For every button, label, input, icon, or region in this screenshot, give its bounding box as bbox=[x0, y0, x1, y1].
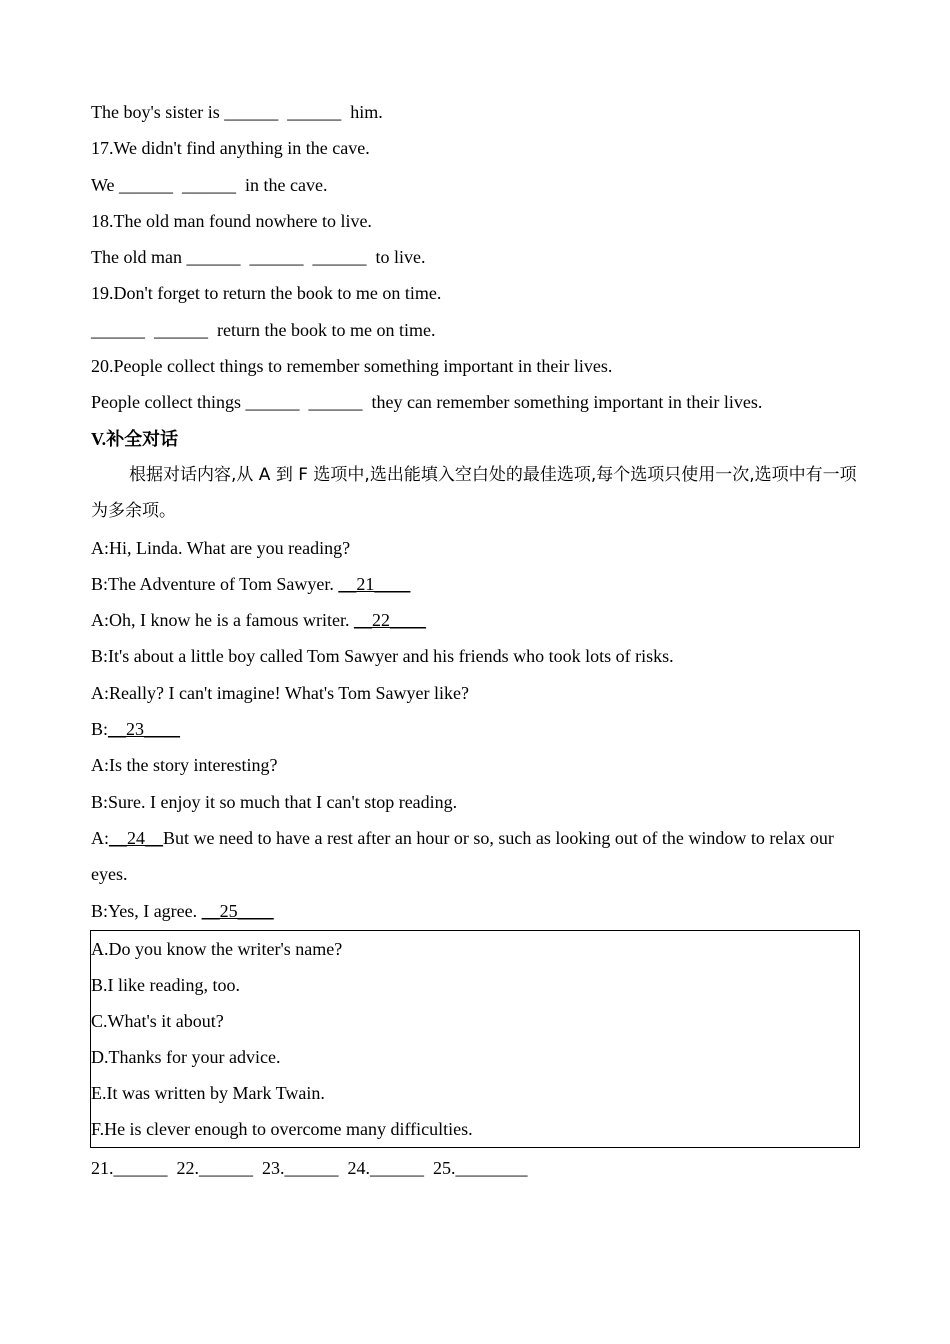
dialogue-text: But we need to have a rest after an hour or so, such as looking out of the window to relax our eyes. bbox=[91, 827, 834, 885]
dialogue-line bbox=[91, 893, 861, 929]
option-item: E.It was written by Mark Twain. bbox=[91, 1082, 325, 1103]
option-item: A.Do you know the writer's name? bbox=[91, 938, 343, 959]
rewrite-line: 19.Don't forget to return the book to me on time. bbox=[91, 283, 442, 304]
rewrite-line: ______ ______ return the book to me on time. bbox=[91, 319, 436, 340]
dialogue-line bbox=[91, 747, 861, 783]
dialogue-line bbox=[91, 784, 861, 820]
option-item: C.What's it about? bbox=[91, 1010, 224, 1031]
dialogue bbox=[91, 530, 861, 929]
section-title: 补全对话 bbox=[106, 428, 179, 449]
answer-blank: __24__ bbox=[109, 827, 163, 848]
answer-blank: __21____ bbox=[338, 573, 411, 594]
option-item: D.Thanks for your advice. bbox=[91, 1046, 281, 1067]
rewrite-line: The boy's sister is ______ ______ him. bbox=[91, 102, 383, 122]
dialogue-text: A:Is the story interesting? bbox=[91, 755, 278, 776]
dialogue-line bbox=[91, 675, 861, 711]
section-roman-numeral: V. bbox=[91, 428, 107, 449]
dialogue-text: B:The Adventure of Tom Sawyer. bbox=[91, 573, 339, 594]
option-item: B.I like reading, too. bbox=[91, 974, 240, 995]
dialogue-line bbox=[91, 566, 861, 602]
answer-line: 21.______ 22.______ 23.______ 24.______ 25.________ bbox=[91, 1157, 528, 1178]
section-instruction: 根据对话内容,从 A 到 F 选项中,选出能填入空白处的最佳选项,每个选项只使用一次,选项中有一项为多余项。 bbox=[91, 464, 857, 522]
answer-blank: __23____ bbox=[108, 719, 181, 740]
dialogue-text: B: bbox=[91, 719, 109, 740]
options-box bbox=[90, 930, 860, 1148]
rewrite-line: 20.People collect things to remember something important in their lives. bbox=[91, 356, 613, 377]
dialogue-line bbox=[91, 711, 861, 747]
dialogue-text: B:It's about a little boy called Tom Sawyer and his friends who took lots of risks. bbox=[91, 646, 674, 667]
dialogue-line bbox=[91, 602, 861, 638]
rewrite-line: People collect things ______ ______ they can remember something important in their lives. bbox=[91, 392, 763, 413]
rewrite-line: We ______ ______ in the cave. bbox=[91, 174, 328, 195]
option-item: F.He is clever enough to overcome many difficulties. bbox=[91, 1118, 473, 1139]
rewrite-line: The old man ______ ______ ______ to live. bbox=[91, 247, 426, 268]
answer-blank: __25____ bbox=[201, 900, 274, 921]
dialogue-text: B:Yes, I agree. bbox=[91, 900, 202, 921]
worksheet-page bbox=[91, 94, 861, 1186]
section-heading bbox=[91, 421, 861, 457]
answer-blank: __22____ bbox=[353, 610, 426, 631]
rewrite-section bbox=[91, 94, 861, 421]
dialogue-text: A:Oh, I know he is a famous writer. bbox=[91, 610, 354, 631]
dialogue-line bbox=[91, 530, 861, 566]
rewrite-line: 17.We didn't find anything in the cave. bbox=[91, 138, 370, 159]
dialogue-line bbox=[91, 820, 861, 893]
dialogue-text: A:Really? I can't imagine! What's Tom Sawyer like? bbox=[91, 682, 469, 703]
dialogue-text: A:Hi, Linda. What are you reading? bbox=[91, 537, 351, 558]
rewrite-line: 18.The old man found nowhere to live. bbox=[91, 210, 372, 231]
dialogue-line bbox=[91, 638, 861, 674]
dialogue-text: B:Sure. I enjoy it so much that I can't stop reading. bbox=[91, 791, 458, 812]
dialogue-text: A: bbox=[91, 827, 109, 848]
